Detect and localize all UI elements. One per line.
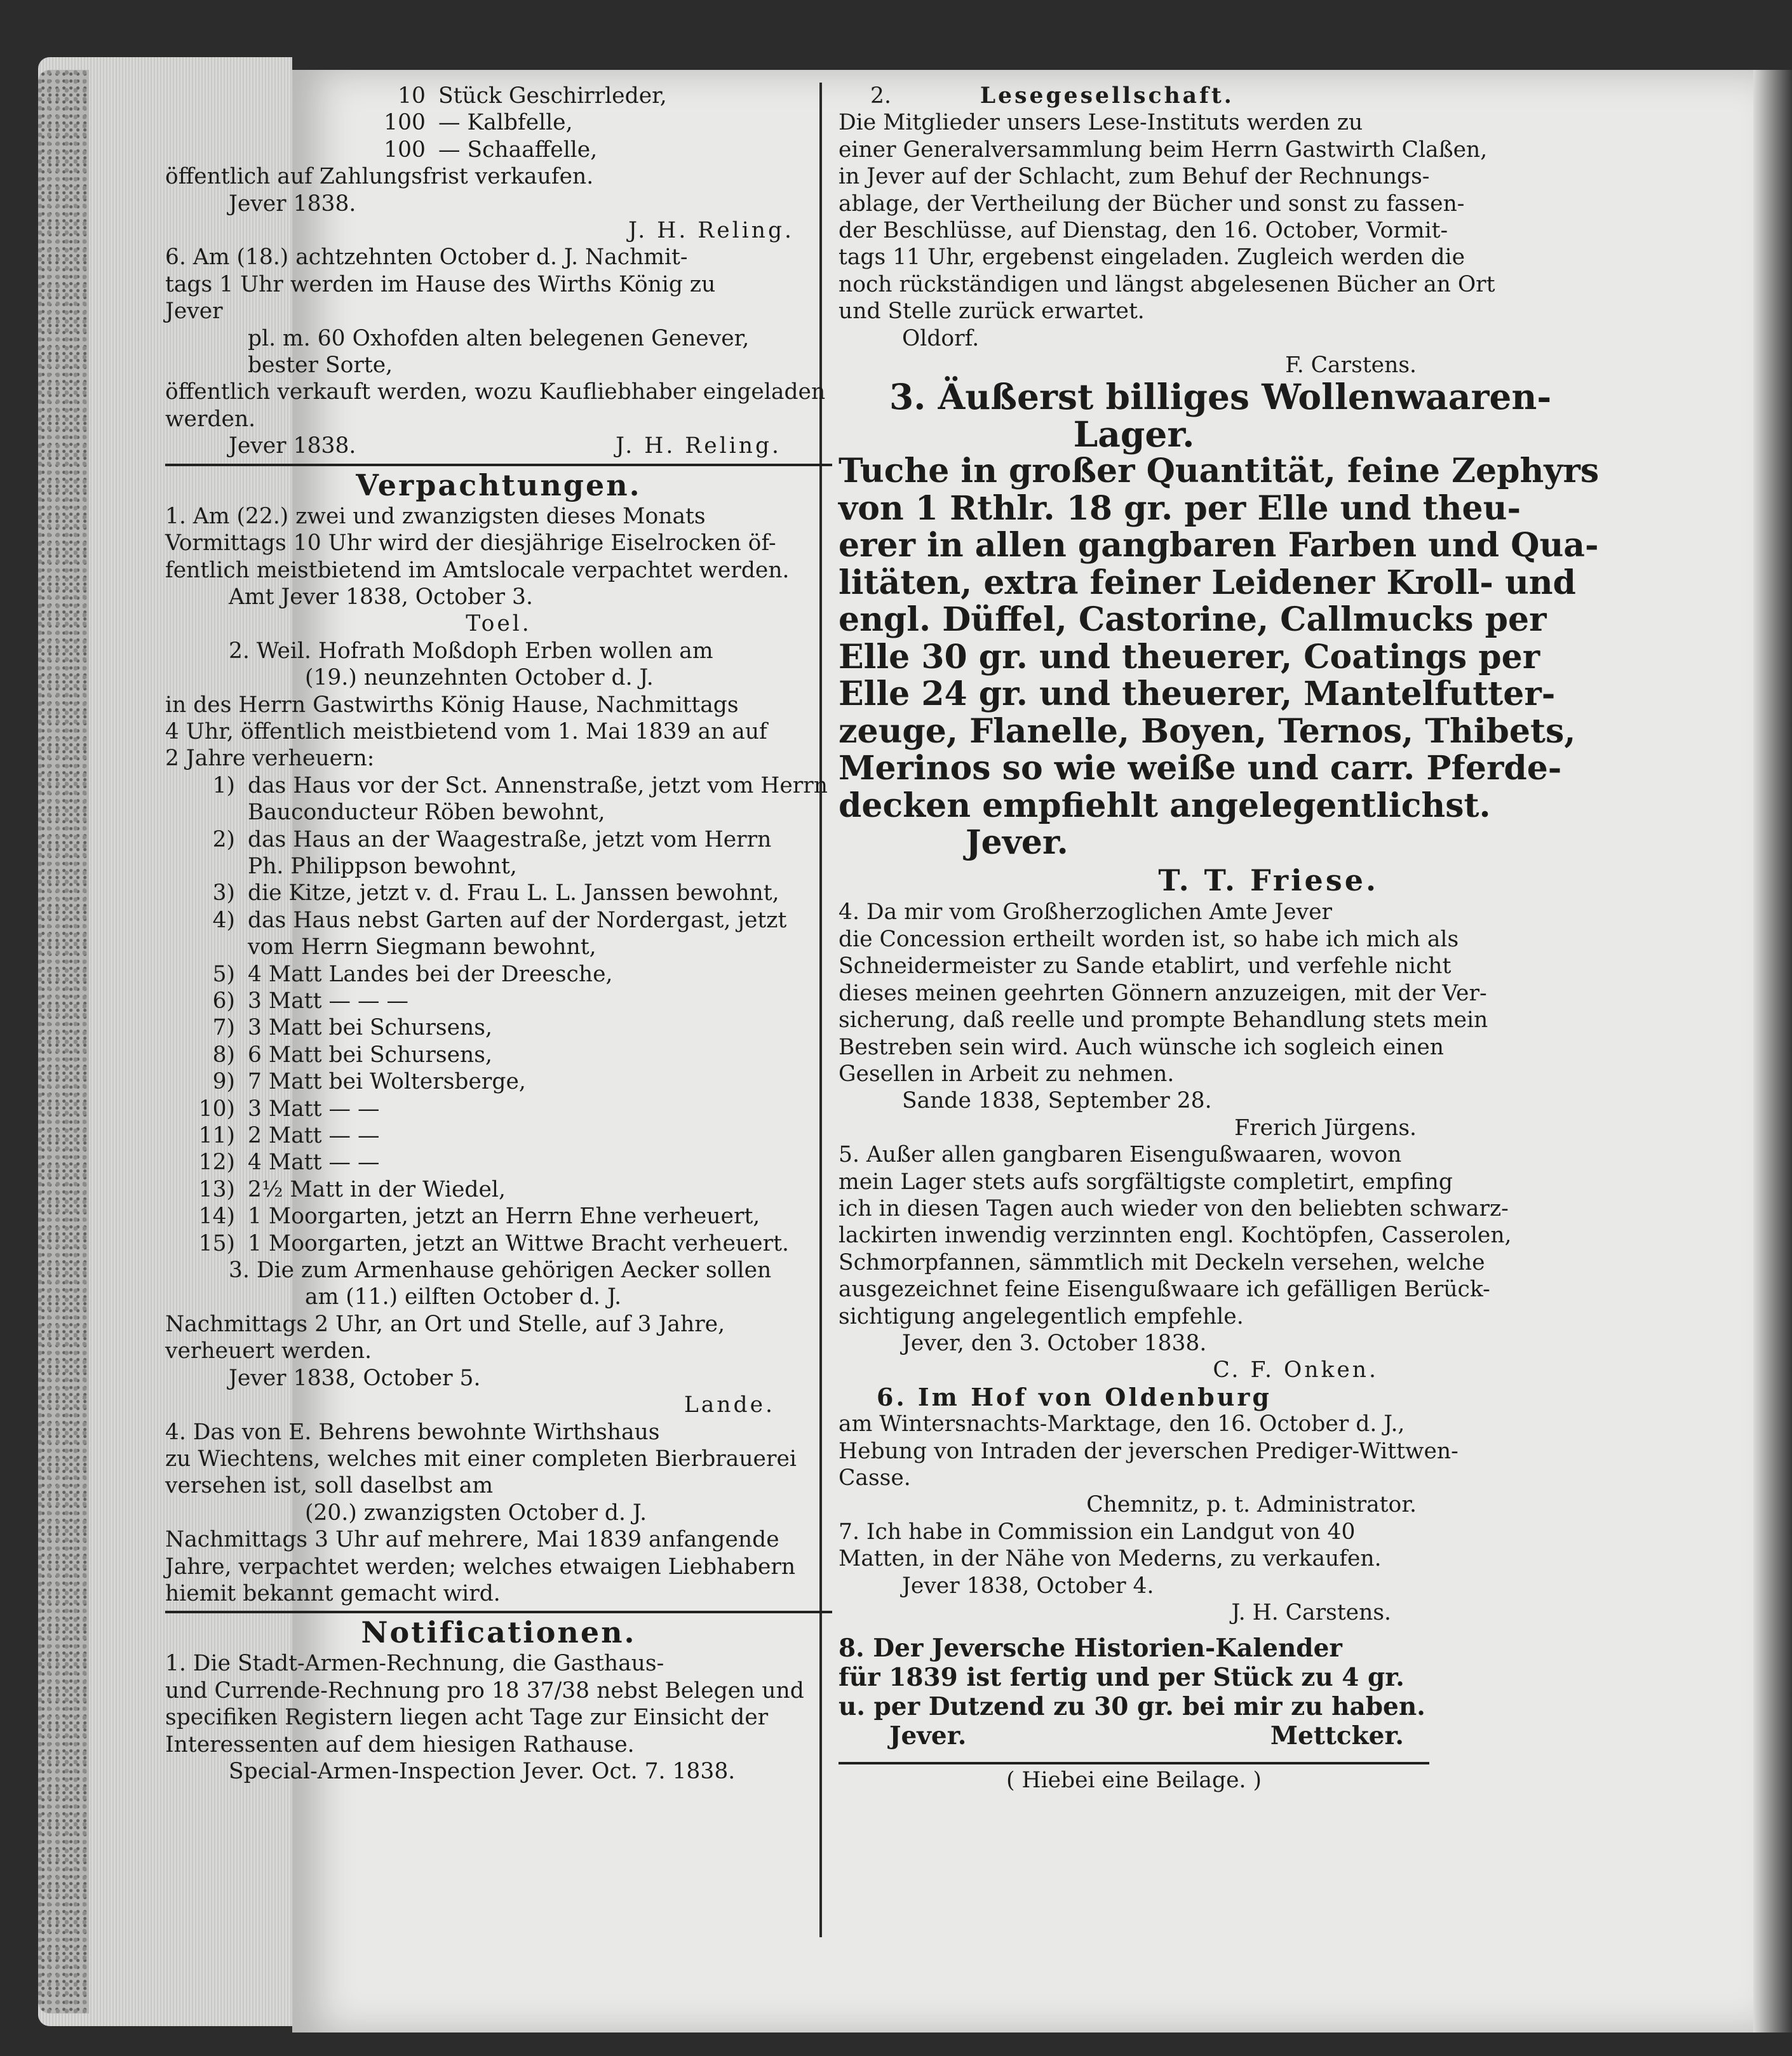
text-line: Gesellen in Arbeit zu nehmen. xyxy=(839,1061,1175,1087)
notice-v4-tail xyxy=(165,1526,832,1607)
text-line: decken empfiehlt angelegentlichst. xyxy=(839,786,1491,825)
list-item: 8) 6 Matt bei Schursens, xyxy=(212,1042,492,1068)
list-item: 100 — Kalbfelle, xyxy=(384,110,573,136)
text-line: Schmorpfannen, sämmtlich mit Deckeln versehen, welche xyxy=(839,1249,1485,1275)
notice-v4 xyxy=(165,1419,832,1500)
text-line: werden. xyxy=(165,406,256,432)
text-line: 6. Am (18.) achtzehnten October d. J. Nachmit- xyxy=(165,245,688,271)
text-line: öffentlich auf Zahlungsfrist verkaufen. xyxy=(165,164,594,190)
list-item: 10) 3 Matt — — xyxy=(198,1096,380,1122)
signature: Frerich Jürgens. xyxy=(1234,1115,1417,1141)
list-item: 11) 2 Matt — — xyxy=(198,1123,380,1149)
list-item: 6) 3 Matt — — — xyxy=(212,988,408,1014)
text-line: Die Mitglieder unsers Lese-Instituts werden zu xyxy=(839,110,1363,136)
list-item: 15) 1 Moorgarten, jetzt an Wittwe Bracht verheuert. xyxy=(198,1230,789,1256)
signature: Lande. xyxy=(684,1392,775,1418)
right-column xyxy=(839,83,1600,1794)
signature: Chemnitz, p. t. Administrator. xyxy=(1086,1492,1417,1518)
text-line: in Jever auf der Schlacht, zum Behuf der Rechnungs- xyxy=(839,164,1430,190)
signature: C. F. Onken. xyxy=(1213,1357,1378,1383)
list-item: 14) 1 Moorgarten, jetzt an Herrn Ehne verheuert, xyxy=(198,1204,760,1230)
notice-v3 xyxy=(165,1311,832,1365)
signature: Mettcker. xyxy=(1270,1721,1404,1751)
notice-6-tail xyxy=(165,379,832,433)
list-item: 1) das Haus vor der Sct. Annenstraße, jetzt vom Herrn xyxy=(212,772,828,798)
place-sign-row xyxy=(839,1721,1429,1750)
text-line: Hebung von Intraden der jeverschen Prediger-Wittwen- xyxy=(839,1438,1459,1464)
notice-v2-head: 2. Weil. Hofrath Moßdoph Erben wollen am xyxy=(229,638,713,664)
text-line: Elle 30 gr. und theuerer, Coatings per xyxy=(839,637,1540,676)
text-line: u. per Dutzend zu 30 gr. bei mir zu haben. xyxy=(839,1692,1425,1722)
text-line: sicherung, daß reelle und prompte Behandlung stets mein xyxy=(839,1007,1488,1033)
text-line: fentlich meistbietend im Amtslocale verpachtet werden. xyxy=(165,557,790,583)
place: Jever. xyxy=(966,823,1068,863)
notice-v4-date: (20.) zwanzigsten October d. J. xyxy=(305,1500,647,1526)
notice-v2-items xyxy=(165,772,832,1257)
notice-6 xyxy=(165,244,832,325)
signature: F. Carstens. xyxy=(1285,353,1417,379)
text-line: ausgezeichnet feine Eisengußwaare ich gefälligen Berück- xyxy=(839,1277,1490,1303)
list-item: Bauconducteur Röben bewohnt, xyxy=(248,800,605,826)
list-item: vom Herrn Siegmann bewohnt, xyxy=(248,934,596,960)
place-date: Jever 1838. xyxy=(229,191,356,217)
signature: T. T. Friese. xyxy=(1158,863,1378,897)
text-line: tags 11 Uhr, ergebenst eingeladen. Zugleich werden die xyxy=(839,245,1465,271)
place: Oldorf. xyxy=(902,325,980,351)
place-sign-row xyxy=(165,433,832,459)
marbled-edge xyxy=(38,70,89,2013)
list-item: 10 Stück Geschirrleder, xyxy=(398,83,667,109)
text-line: von 1 Rthlr. 18 gr. per Elle und theu- xyxy=(839,488,1521,528)
notice-title: Lesegesellschaft. xyxy=(980,83,1234,109)
text-line: erer in allen gangbaren Farben und Qua- xyxy=(839,526,1599,565)
notice-v2 xyxy=(165,692,832,772)
page-right-edge xyxy=(1753,70,1792,2032)
notice-r3 xyxy=(839,452,1600,825)
text-line: Nachmittags 2 Uhr, an Ort und Stelle, auf 3 Jahre, xyxy=(165,1311,725,1337)
text-line: in des Herrn Gastwirths König Hause, Nachmittags xyxy=(165,692,739,718)
divider xyxy=(165,1611,832,1613)
text-line: Tuche in großer Quantität, feine Zephyrs xyxy=(839,452,1600,491)
text-line: 1. Die Stadt-Armen-Rechnung, die Gasthaus- xyxy=(165,1651,664,1677)
text-line: Schneidermeister zu Sande etablirt, und verfehle nicht xyxy=(839,953,1452,979)
notice-r3-head: 3. Äußerst billiges Wollenwaaren- xyxy=(889,376,1552,418)
text-line: noch rückständigen und längst abgelesenen Bücher an Ort xyxy=(839,271,1495,297)
text-line: ich in diesen Tagen auch wieder von den beliebten schwarz- xyxy=(839,1195,1509,1221)
list-item: Ph. Philippson bewohnt, xyxy=(248,853,517,879)
supplement-note: ( Hiebei eine Beilage. ) xyxy=(1006,1768,1262,1794)
text-line: Interessenten auf dem hiesigen Rathause. xyxy=(165,1731,635,1757)
notice-v3-head: 3. Die zum Armenhause gehörigen Aecker sollen xyxy=(229,1258,772,1284)
signature: Toel. xyxy=(466,611,532,637)
text-line: 8. Der Jeversche Historien-Kalender xyxy=(839,1634,1342,1663)
notice-r4 xyxy=(839,899,1488,1087)
notice-r8 xyxy=(839,1634,1429,1721)
text-line: Casse. xyxy=(839,1465,911,1491)
notice-r6-head: 6. Im Hof von Oldenburg xyxy=(877,1382,1272,1411)
text-line: Bestreben sein wird. Auch wünsche ich sogleich einen xyxy=(839,1034,1444,1060)
notice-6-goods xyxy=(165,325,832,379)
text-line: zeuge, Flanelle, Boyen, Ternos, Thibets, xyxy=(839,711,1576,751)
text-line: lackirten inwendig verzinnten engl. Kochtöpfen, Casserolen, xyxy=(839,1223,1512,1249)
text-line: pl. m. 60 Oxhofden alten belegenen Genever, xyxy=(248,325,750,351)
text-line: engl. Düffel, Castorine, Callmucks per xyxy=(839,600,1547,640)
list-item: 7) 3 Matt bei Schursens, xyxy=(212,1015,492,1041)
text-line: dieses meinen geehrten Gönnern anzuzeigen, mit der Ver- xyxy=(839,980,1487,1006)
text-line: Jever xyxy=(165,299,223,325)
divider xyxy=(165,464,832,466)
notice-r2-head: 2. Lesegesellschaft. xyxy=(870,83,1234,109)
text-line: 1. Am (22.) zwei und zwanzigsten dieses Monats xyxy=(165,503,706,529)
text-line: specifiken Registern liegen acht Tage zur Einsicht der xyxy=(165,1705,769,1731)
signature: Special-Armen-Inspection Jever. Oct. 7. 1838. xyxy=(229,1758,736,1784)
list-item: 100 — Schaaffelle, xyxy=(384,137,598,163)
signature: J. H. Carstens. xyxy=(1231,1600,1391,1626)
list-item: 12) 4 Matt — — xyxy=(198,1150,380,1176)
text-line: bester Sorte, xyxy=(248,353,393,379)
top-items xyxy=(165,83,832,163)
text-line: 5. Außer allen gangbaren Eisengußwaaren, wovon xyxy=(839,1142,1402,1168)
text-line: 4 Uhr, öffentlich meistbietend vom 1. Mai 1839 an auf xyxy=(165,718,767,744)
left-column xyxy=(165,83,832,1785)
text-line: und Currende-Rechnung pro 18 37/38 nebst Belegen und xyxy=(165,1677,804,1703)
notice-r6 xyxy=(839,1411,1459,1491)
text-line: der Beschlüsse, auf Dienstag, den 16. October, Vormit- xyxy=(839,218,1448,244)
notice-r3-head2: Lager. xyxy=(1073,413,1195,455)
text-line: am Wintersnachts-Marktage, den 16. October d. J., xyxy=(839,1411,1405,1437)
place-date: Jever 1838, October 4. xyxy=(902,1573,1154,1599)
text-line: Jahre, verpachtet werden; welches etwaigen Liebhabern xyxy=(165,1554,796,1580)
text-line: litäten, extra feiner Leidener Kroll- und xyxy=(839,563,1576,602)
text-line: mein Lager stets aufs sorgfältigste completirt, empfing xyxy=(839,1169,1453,1195)
notice-r7 xyxy=(839,1519,1429,1573)
notice-r5 xyxy=(839,1141,1512,1330)
text-line: hiemit bekannt gemacht wird. xyxy=(165,1580,501,1606)
place-date: Jever 1838. xyxy=(229,433,356,459)
list-item: 4) das Haus nebst Garten auf der Nordergast, jetzt xyxy=(212,907,787,933)
place: Jever. xyxy=(889,1721,967,1751)
text-line: tags 1 Uhr werden im Hause des Wirths König zu xyxy=(165,271,716,297)
text-line: öffentlich verkauft werden, wozu Kaufliebhaber eingeladen xyxy=(165,379,826,405)
list-item: 2) das Haus an der Waagestraße, jetzt vom Herrn xyxy=(212,826,772,852)
notice-v1 xyxy=(165,503,832,584)
list-item: 13) 2½ Matt in der Wiedel, xyxy=(198,1176,506,1202)
text-line: zu Wiechtens, welches mit einer completen Bierbrauerei xyxy=(165,1446,797,1472)
signature: J. H. Reling. xyxy=(616,433,781,459)
text-line: 4. Das von E. Behrens bewohnte Wirthshaus xyxy=(165,1419,660,1445)
section-title-verpachtungen: Verpachtungen. xyxy=(356,467,642,502)
text-line: versehen ist, soll daselbst am xyxy=(165,1473,494,1499)
text-line: Matten, in der Nähe von Mederns, zu verkaufen. xyxy=(839,1546,1382,1572)
place-date: Jever, den 3. October 1838. xyxy=(902,1330,1207,1356)
text-line: Merinos so wie weiße und carr. Pferde- xyxy=(839,749,1562,788)
text-line: sichtigung angelegentlich empfehle. xyxy=(839,1303,1244,1329)
divider xyxy=(839,1762,1429,1764)
text-line: und Stelle zurück erwartet. xyxy=(839,299,1145,325)
notice-v3-date: am (11.) eilften October d. J. xyxy=(305,1284,622,1310)
section-title-notificationen: Notificationen. xyxy=(361,1615,637,1650)
text-line: Nachmittags 3 Uhr auf mehrere, Mai 1839 anfangende xyxy=(165,1527,779,1553)
text-line: Vormittags 10 Uhr wird der diesjährige Eiselrocken öf- xyxy=(165,530,776,556)
text-line: für 1839 ist fertig und per Stück zu 4 gr. xyxy=(839,1663,1405,1693)
notice-n1 xyxy=(165,1650,832,1758)
text-line: Elle 24 gr. und theuerer, Mantelfutter- xyxy=(839,675,1556,714)
list-item: 5) 4 Matt Landes bei der Dreesche, xyxy=(212,961,613,987)
place-date: Sande 1838, September 28. xyxy=(902,1088,1212,1114)
notice-v2-date: (19.) neunzehnten October d. J. xyxy=(305,665,654,691)
text-line: die Concession ertheilt worden ist, so habe ich mich als xyxy=(839,926,1459,952)
notice-r2 xyxy=(839,109,1495,325)
place-date: Amt Jever 1838, October 3. xyxy=(229,584,533,610)
text-line: ablage, der Vertheilung der Bücher und sonst zu fassen- xyxy=(839,191,1465,217)
list-item: 3) die Kitze, jetzt v. d. Frau L. L. Janssen bewohnt, xyxy=(212,880,779,906)
text-line: 2 Jahre verheuern: xyxy=(165,746,375,772)
text-line: 7. Ich habe in Commission ein Landgut von 40 xyxy=(839,1519,1356,1545)
text-line: 4. Da mir vom Großherzoglichen Amte Jever xyxy=(839,899,1332,925)
list-item: 9) 7 Matt bei Woltersberge, xyxy=(212,1069,526,1095)
place-date: Jever 1838, October 5. xyxy=(229,1365,481,1391)
signature: J. H. Reling. xyxy=(628,218,794,244)
text-line: verheuert werden. xyxy=(165,1338,372,1364)
text-line: einer Generalversammlung beim Herrn Gastwirth Claßen, xyxy=(839,137,1488,163)
